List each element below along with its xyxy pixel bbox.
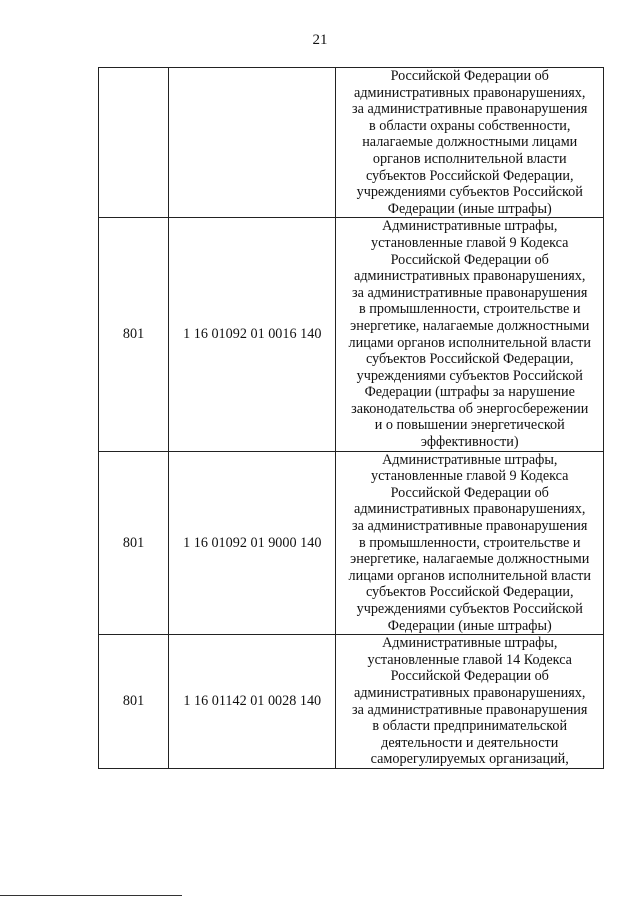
description-line: в промышленности, строительстве и	[359, 301, 581, 318]
description-line: деятельности и деятельности	[381, 734, 559, 751]
description-line: установленные главой 9 Кодекса	[371, 468, 569, 485]
description-line: Федерации (штрафы за нарушение	[364, 384, 575, 401]
admin-code-cell: 801	[99, 218, 169, 451]
admin-code-cell	[99, 68, 169, 218]
description-line: в области охраны собственности,	[369, 117, 571, 134]
description-line: субъектов Российской Федерации,	[365, 167, 574, 184]
description-line: Российской Федерации об	[390, 68, 549, 84]
admin-code-cell: 801	[99, 635, 169, 769]
table-row	[99, 218, 604, 451]
page-bottom-rule	[0, 895, 182, 896]
page-number: 21	[312, 32, 328, 48]
description-line: за административные правонарушения	[352, 701, 588, 718]
description-line: и о повышении энергетической	[374, 417, 565, 434]
kbk-code-cell: 1 16 01142 01 0028 140	[169, 635, 336, 769]
description-line: учреждениями субъектов Российской	[356, 367, 583, 384]
description-line: Российской Федерации об	[390, 484, 549, 501]
description-line: налагаемые должностными лицами	[362, 134, 578, 151]
description-line: за административные правонарушения	[352, 518, 588, 535]
description-line: административных правонарушениях,	[354, 501, 586, 518]
description-line: за административные правонарушения	[352, 101, 588, 118]
description-cell	[336, 218, 604, 451]
description-line: энергетике, налагаемые должностными	[350, 551, 590, 568]
kbk-code-cell	[169, 68, 336, 218]
description-line: Административные штрафы,	[382, 218, 558, 235]
description-line: в области предпринимательской	[372, 718, 568, 735]
description-line: лицами органов исполнительной власти	[348, 567, 591, 584]
description-line: учреждениями субъектов Российской	[356, 601, 583, 617]
description-line: в промышленности, строительстве и	[359, 534, 581, 551]
description-line: административных правонарушениях,	[354, 84, 586, 101]
description-line: субъектов Российской Федерации,	[365, 351, 574, 368]
description-line: органов исполнительной власти	[372, 150, 567, 167]
description-line: саморегулируемых организаций,	[370, 751, 569, 768]
kbk-code-cell: 1 16 01092 01 0016 140	[169, 218, 336, 451]
admin-code-cell: 801	[99, 451, 169, 635]
description-line: законодательства об энергосбережении	[351, 400, 589, 417]
description-line: субъектов Российской Федерации,	[365, 584, 574, 601]
description-cell	[336, 68, 604, 218]
description-line: Федерации (иные штрафы)	[387, 200, 552, 217]
table-row	[99, 451, 604, 635]
description-line: установленные главой 9 Кодекса	[371, 234, 569, 251]
budget-codes-table	[98, 67, 604, 769]
description-line: энергетике, налагаемые должностными	[350, 317, 590, 334]
description-line: лицами органов исполнительной власти	[348, 334, 591, 351]
description-cell	[336, 451, 604, 635]
description-line: Российской Федерации об	[390, 668, 549, 685]
description-line: Федерации (иные штрафы)	[387, 617, 552, 634]
description-line: Административные штрафы,	[382, 451, 558, 468]
description-cell	[336, 635, 604, 769]
description-line: учреждениями субъектов Российской	[356, 184, 583, 201]
description-line: эффективности)	[420, 434, 519, 451]
description-line: административных правонарушениях,	[354, 684, 586, 701]
description-line: Административные штрафы,	[382, 635, 558, 652]
kbk-code-cell: 1 16 01092 01 9000 140	[169, 451, 336, 635]
description-line: административных правонарушениях,	[354, 268, 586, 285]
description-line: Российской Федерации об	[390, 251, 549, 268]
description-line: за административные правонарушения	[352, 284, 588, 301]
description-line: установленные главой 14 Кодекса	[367, 651, 572, 668]
table-row	[99, 635, 604, 769]
table-row	[99, 68, 604, 218]
